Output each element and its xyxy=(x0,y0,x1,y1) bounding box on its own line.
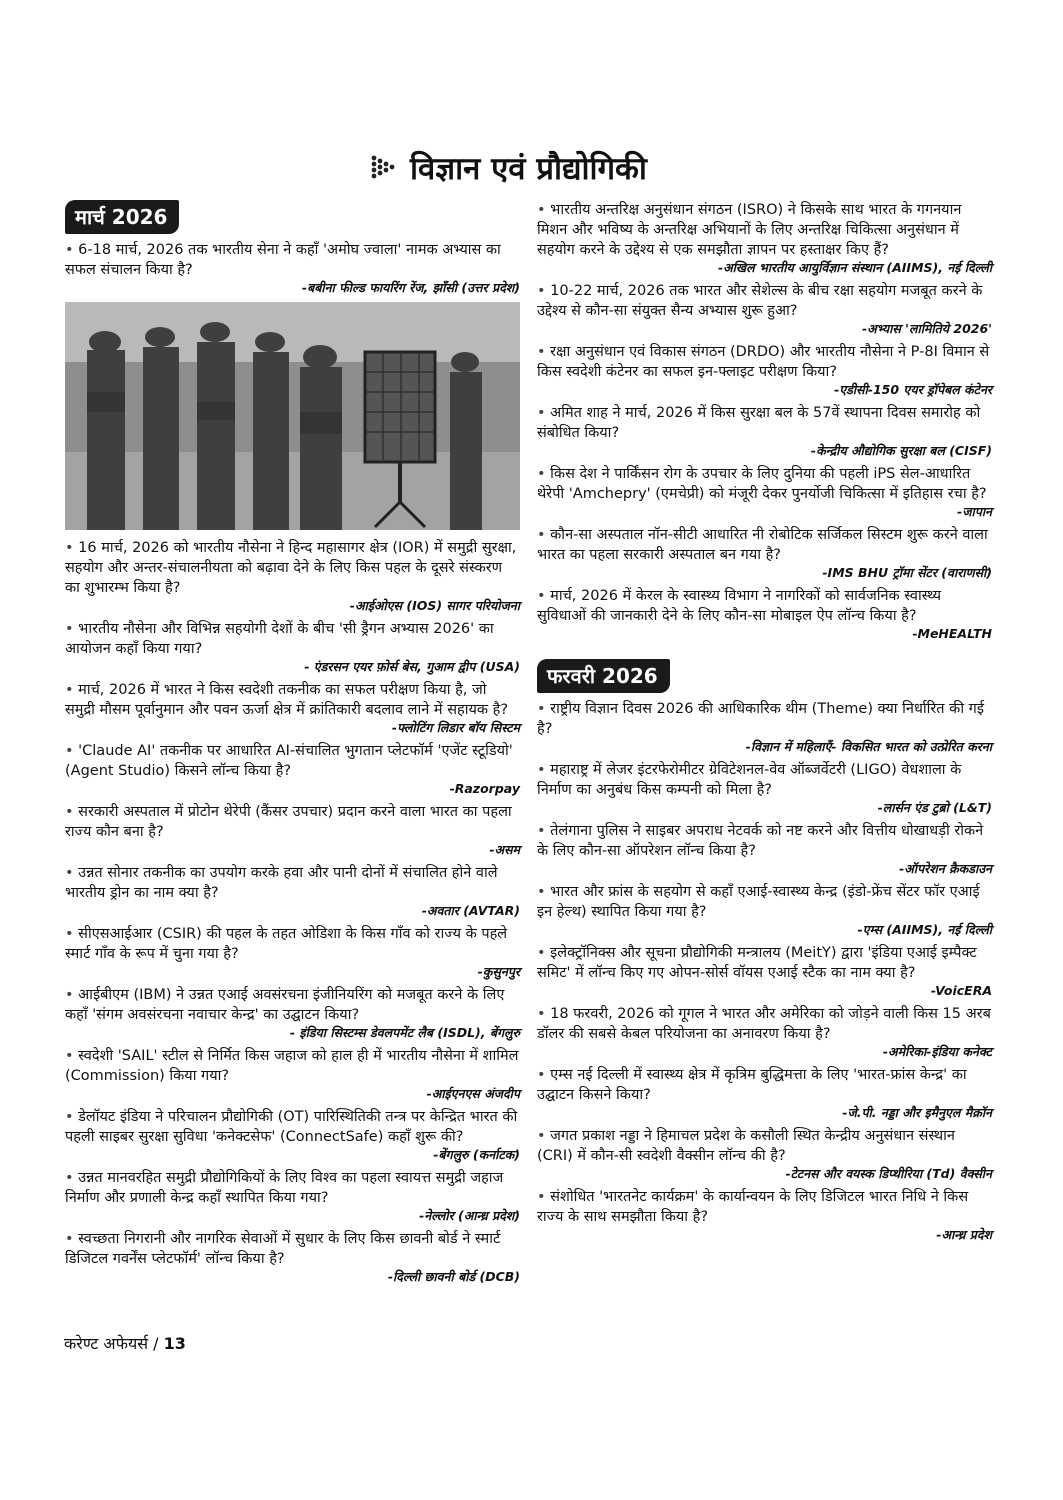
answer-text: -ऑपरेशन क्रैकडाउन xyxy=(899,861,992,876)
question-text: • स्वच्छता निगरानी और नागरिक सेवाओं में सुधार के लिए किस छावनी बोर्ड ने स्मार्ट डिजिटल गवर्नेंस प्लेटफॉर्म' लॉन्च किया है? xyxy=(65,1231,500,1267)
question-text: • संशोधित 'भारतनेट कार्यक्रम' के कार्यान्वयन के लिए डिजिटल भारत निधि ने किस राज्य के साथ समझौता किया है? xyxy=(537,1189,968,1225)
page-footer xyxy=(64,1332,186,1354)
answer-text: -दिल्ली छावनी बोर्ड (DCB) xyxy=(387,1269,520,1284)
question-text: • भारत और फ्रांस के सहयोग से कहाँ एआई-स्वास्थ्य केन्द्र (इंडो-फ्रेंच सेंटर फॉर एआई इन हेल्थ) स्थापित किया गया है? xyxy=(537,884,980,920)
left-column xyxy=(65,200,520,1290)
question-item xyxy=(65,680,520,736)
question-item xyxy=(537,1004,992,1060)
question-text: • मार्च, 2026 में केरल के स्वास्थ्य विभाग ने नागरिकों को सार्वजनिक स्वास्थ्य सुविधाओं की जानकारी देने के लिए कौन-सा मोबाइल ऐप लॉन्च किया है? xyxy=(537,588,941,624)
question-text: • किस देश ने पार्किंसन रोग के उपचार के लिए दुनिया की पहली iPS सेल-आधारित थेरेपी 'Amchepry' (एमचेप्री) को मंजूरी देकर पुनर्योजी चिकित्सा में इतिहास रचा है? xyxy=(537,466,987,502)
question-item xyxy=(537,342,992,398)
question-text: • आईबीएम (IBM) ने उन्नत एआई अवसंरचना इंजीनियरिंग को मजबूत करने के लिए कहाँ 'संगम अवसंरचना नवाचार केन्द्र' का उद्घाटन किया? xyxy=(65,987,504,1023)
question-text: • 6-18 मार्च, 2026 तक भारतीय सेना ने कहाँ 'अमोघ ज्वाला' नामक अभ्यास का सफल संचालन किया है? xyxy=(65,242,501,278)
question-text: • कौन-सा अस्पताल नॉन-सीटी आधारित नी रोबोटिक सर्जिकल सिस्टम शुरू करने वाला भारत का पहला सरकारी अस्पताल बन गया है? xyxy=(537,527,988,563)
question-text: • डेलॉयट इंडिया ने परिचालन प्रौद्योगिकी (OT) पारिस्थितिकी तन्त्र पर केन्द्रित भारत की पहली साइबर सुरक्षा सुविधा 'कनेक्टसेफ' (ConnectSafe) कहाँ शुरू की? xyxy=(65,1109,517,1145)
question-text: • महाराष्ट्र में लेजर इंटरफेरोमीटर ग्रेविटेशनल-वेव ऑब्जर्वेटरी (LIGO) वेधशाला के निर्माण का अनुबंध किस कम्पनी को मिला है? xyxy=(537,762,961,798)
answer-text: -VoicERA xyxy=(930,983,992,998)
question-item xyxy=(65,741,520,797)
page-number: 13 xyxy=(163,1334,186,1353)
question-item xyxy=(537,403,992,459)
footer-label: करेण्ट अफेयर्स / xyxy=(64,1334,159,1353)
dotted-arrow-icon xyxy=(370,153,400,183)
question-text: • तेलंगाना पुलिस ने साइबर अपराध नेटवर्क को नष्ट करने और वित्तीय धोखाधड़ी रोकने के लिए कौन-सा ऑपरेशन लॉन्च किया है? xyxy=(537,823,983,859)
question-item xyxy=(537,943,992,999)
answer-text: -MeHEALTH xyxy=(912,626,992,641)
question-text: • सरकारी अस्पताल में प्रोटोन थेरेपी (कैंसर उपचार) प्रदान करने वाला भारत का पहला राज्य कौन बना है? xyxy=(65,804,512,840)
question-text: • राष्ट्रीय विज्ञान दिवस 2026 की आधिकारिक थीम (Theme) क्या निर्धारित की गई है? xyxy=(537,701,984,737)
answer-text: -IMS BHU ट्रॉमा सेंटर (वाराणसी) xyxy=(822,565,992,580)
question-item xyxy=(65,802,520,858)
answer-text: -आईएनएस अंजदीप xyxy=(426,1086,520,1101)
question-item xyxy=(65,924,520,980)
answer-text: -अमेरिका-इंडिया कनेक्ट xyxy=(882,1044,992,1059)
page-title-text: विज्ञान एवं प्रौद्योगिकी xyxy=(410,151,647,187)
question-item xyxy=(537,1126,992,1182)
answer-text: -कुसुनपुर xyxy=(477,964,520,979)
question-text: • जगत प्रकाश नड्डा ने हिमाचल प्रदेश के कसौली स्थित केन्द्रीय अनुसंधान संस्थान (CRI) में कौन-सी स्वदेशी वैक्सीन लॉन्च की है? xyxy=(537,1128,955,1164)
answer-text: -विज्ञान में महिलाएँ- विकसित भारत को उत्प्रेरित करना xyxy=(745,739,992,754)
question-text: • भारतीय नौसेना और विभिन्न सहयोगी देशों के बीच 'सी ड्रैगन अभ्यास 2026' का आयोजन कहाँ किया गया? xyxy=(65,621,494,657)
answer-text: -आईओएस (IOS) सागर परियोजना xyxy=(349,598,520,613)
answer-text: -बेंगलुरु (कर्नाटक) xyxy=(433,1147,520,1162)
answer-text: -अखिल भारतीय आयुर्विज्ञान संस्थान (AIIMS), नई दिल्ली xyxy=(717,260,992,275)
question-item xyxy=(537,281,992,337)
question-item xyxy=(537,586,992,642)
question-item xyxy=(65,1046,520,1102)
answer-text: -Razorpay xyxy=(449,781,520,796)
answer-text: -टेटनस और वयस्क डिप्थीरिया (Td) वैक्सीन xyxy=(785,1166,992,1181)
question-item xyxy=(65,1229,520,1285)
question-item xyxy=(65,1168,520,1224)
section-gap xyxy=(537,647,992,659)
question-text: • 18 फरवरी, 2026 को गूगल ने भारत और अमेरिका को जोड़ने वाली किस 15 अरब डॉलर की सबसे केबल परियोजना का अनावरण किया है? xyxy=(537,1006,991,1042)
question-item xyxy=(537,525,992,581)
question-text: • रक्षा अनुसंधान एवं विकास संगठन (DRDO) और भारतीय नौसेना ने P-8I विमान से किस स्वदेशी कंटेनर का सफल इन-फ्लाइट परीक्षण किया? xyxy=(537,344,989,380)
page-title xyxy=(370,146,647,190)
question-item xyxy=(65,619,520,675)
answer-text: -असम xyxy=(489,842,520,857)
question-item xyxy=(65,1107,520,1163)
right-column xyxy=(537,200,992,1248)
question-item xyxy=(65,985,520,1041)
answer-text: -अवतार (AVTAR) xyxy=(421,903,520,918)
answer-text: -फ्लोटिंग लिडार बॉय सिस्टम xyxy=(391,720,520,735)
question-text: • उन्नत मानवरहित समुद्री प्रौद्योगिकियों के लिए विश्व का पहला स्वायत्त समुद्री जहाज निर्माण और प्रणाली केन्द्र कहाँ स्थापित किया गया? xyxy=(65,1170,503,1206)
answer-text: - एंडरसन एयर फ़ोर्स बेस, गुआम द्वीप (USA) xyxy=(304,659,520,674)
question-item xyxy=(65,240,520,296)
question-item xyxy=(537,1065,992,1121)
question-item xyxy=(537,699,992,755)
answer-text: -जे.पी. नड्डा और इमैनुएल मैक्रॉन xyxy=(842,1105,992,1120)
question-text: • 10-22 मार्च, 2026 तक भारत और सेशेल्स के बीच रक्षा सहयोग मजबूत करने के उद्देश्य से कौन-सा संयुक्त सैन्य अभ्यास शुरू हुआ? xyxy=(537,283,982,319)
question-text: • स्वदेशी 'SAIL' स्टील से निर्मित किस जहाज को हाल ही में भारतीय नौसेना में शामिल (Commission) किया गया? xyxy=(65,1048,519,1084)
answer-text: - इंडिया सिस्टम्स डेवलपमेंट लैब (ISDL), बेंगलुरु xyxy=(289,1025,520,1040)
answer-text: -जापान xyxy=(957,504,992,519)
answer-text: -एम्स (AIIMS), नई दिल्ली xyxy=(857,922,992,937)
question-item xyxy=(537,464,992,520)
section-tag-march: मार्च 2026 xyxy=(65,200,179,234)
answer-text: -एडीसी-150 एयर ड्रॉपेबल कंटेनर xyxy=(834,382,992,397)
question-text: • सीएसआईआर (CSIR) की पहल के तहत ओडिशा के किस गाँव को राज्य के पहले स्मार्ट गाँव के रूप में चुना गया है? xyxy=(65,926,507,962)
question-item xyxy=(537,882,992,938)
question-item xyxy=(537,1187,992,1243)
answer-text: -लार्सन एंड टुब्रो (L&T) xyxy=(877,800,992,815)
answer-text: -बबीना फील्ड फायरिंग रेंज, झाँसी (उत्तर प्रदेश) xyxy=(301,280,520,295)
question-text: • मार्च, 2026 में भारत ने किस स्वदेशी तकनीक का सफल परीक्षण किया है, जो समुद्री मौसम पूर्वानुमान और पवन ऊर्जा क्षेत्र में क्रांतिकारी बदलाव लाने में सहायक है? xyxy=(65,682,508,718)
question-item xyxy=(537,821,992,877)
answer-text: -आन्ध्र प्रदेश xyxy=(936,1227,992,1242)
question-item xyxy=(537,760,992,816)
section-tag-february: फरवरी 2026 xyxy=(537,659,670,693)
question-item xyxy=(65,863,520,919)
question-item xyxy=(537,200,992,276)
question-text: • इलेक्ट्रॉनिक्स और सूचना प्रौद्योगिकी मन्त्रालय (MeitY) द्वारा 'इंडिया एआई इम्पैक्ट समिट' में लॉन्च किए गए ओपन-सोर्स वॉयस एआई स्टैक का नाम क्या है? xyxy=(537,945,977,981)
question-text: • भारतीय अन्तरिक्ष अनुसंधान संगठन (ISRO) ने किसके साथ भारत के गगनयान मिशन और भविष्य के अन्तरिक्ष अभियानों के लिए अन्तरिक्ष चिकित्सा अनुसंधान में सहयोग करने के उद्देश्य से एक समझौता ज्ञापन पर हस्ताक्षर किए हैं? xyxy=(537,202,961,258)
question-item xyxy=(65,538,520,614)
question-text: • अमित शाह ने मार्च, 2026 में किस सुरक्षा बल के 57वें स्थापना दिवस समारोह को संबोधित किया? xyxy=(537,405,980,441)
question-text: • 'Claude AI' तकनीक पर आधारित AI-संचालित भुगतान प्लेटफॉर्म 'एजेंट स्टूडियो' (Agent Studio) किसने लॉन्च किया है? xyxy=(65,743,513,779)
army-officers-photo xyxy=(65,302,520,530)
answer-text: -नेल्लोर (आन्ध्र प्रदेश) xyxy=(419,1208,520,1223)
question-text: • एम्स नई दिल्ली में स्वास्थ्य क्षेत्र में कृत्रिम बुद्धिमत्ता के लिए 'भारत-फ्रांस केन्द्र' का उद्घाटन किसने किया? xyxy=(537,1067,967,1103)
question-text: • उन्नत सोनार तकनीक का उपयोग करके हवा और पानी दोनों में संचालित होने वाले भारतीय ड्रोन का नाम क्या है? xyxy=(65,865,498,901)
question-text: • 16 मार्च, 2026 को भारतीय नौसेना ने हिन्द महासागर क्षेत्र (IOR) में समुद्री सुरक्षा, सहयोग और अन्तर-संचालनीयता को बढ़ावा देने के लिए किस पहल के दूसरे संस्करण का शुभारम्भ किया है? xyxy=(65,540,516,596)
answer-text: -अभ्यास 'लामितिये 2026' xyxy=(861,321,992,336)
answer-text: -केन्द्रीय औद्योगिक सुरक्षा बल (CISF) xyxy=(810,443,992,458)
